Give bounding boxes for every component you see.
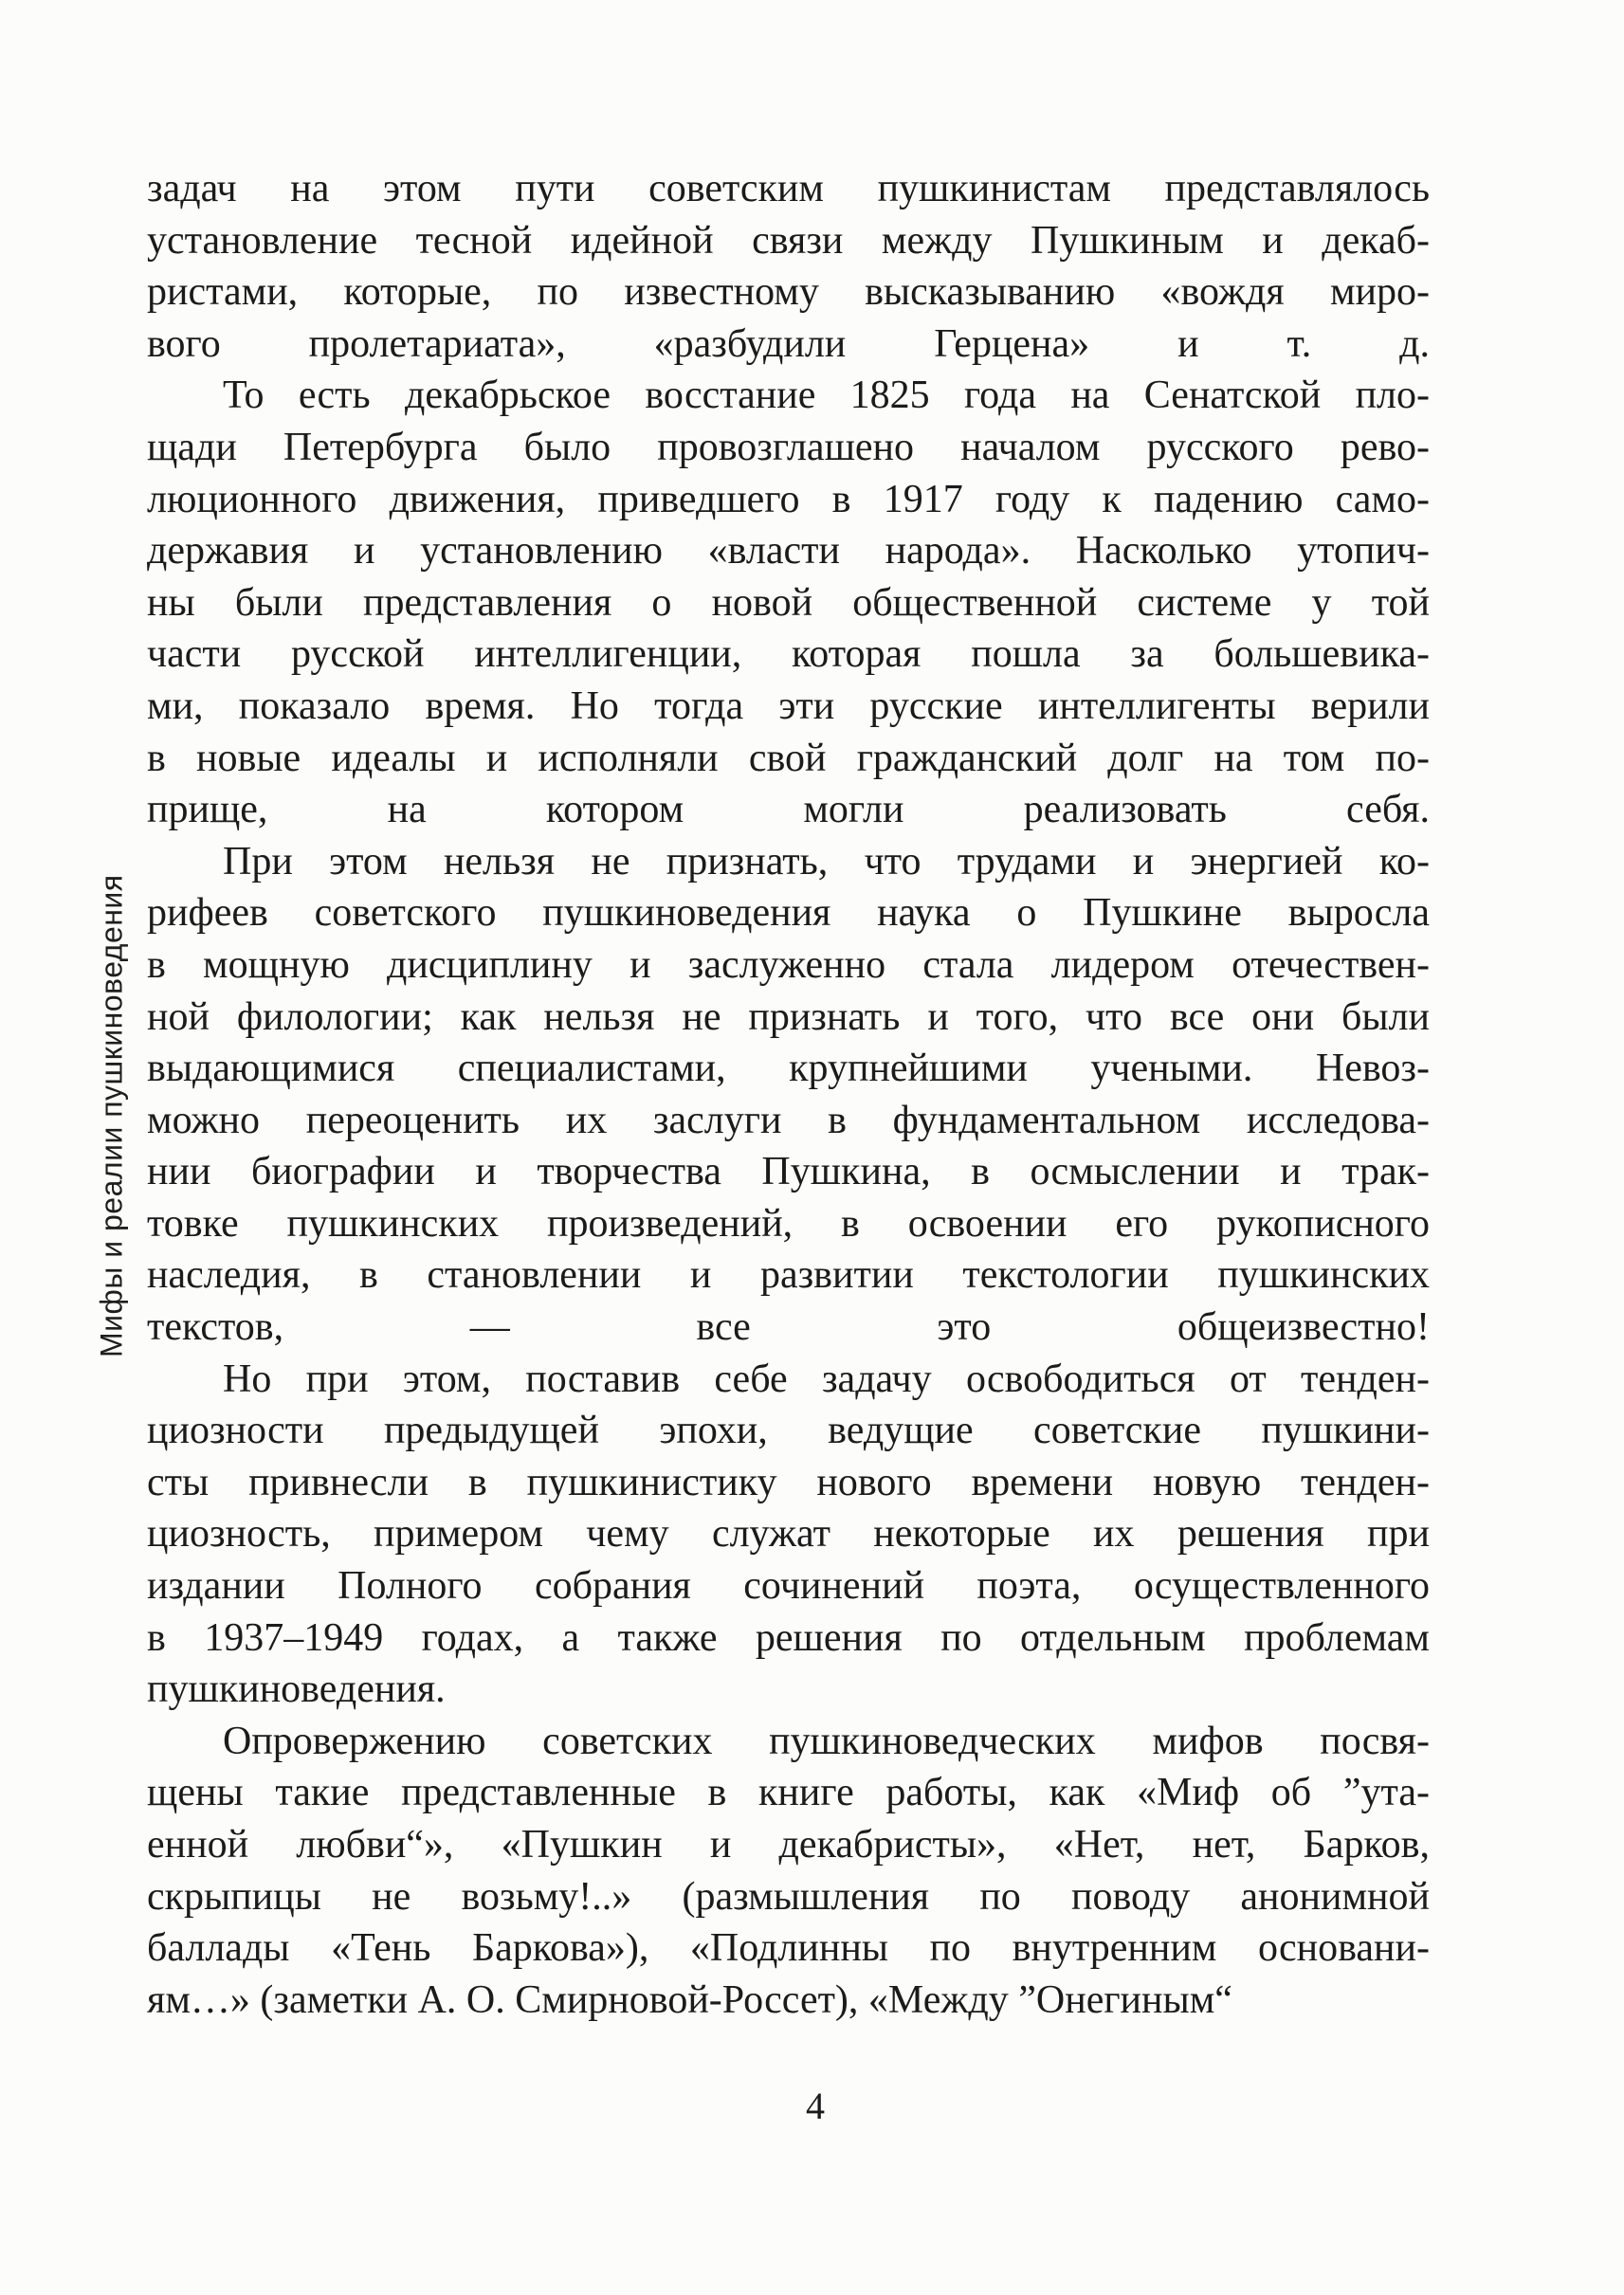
page-number: 4 <box>806 2085 825 2127</box>
text-line: енной любви“», «Пушкин и декабристы», «Нет, нет, Барков, <box>147 1823 1430 1867</box>
text-line: нии биографии и творчества Пушкина, в осмыслении и трак- <box>147 1150 1430 1194</box>
sidebar-vertical-title: Мифы и реалии пушкиноведения <box>94 874 129 1357</box>
text-line: в мощную дисциплину и заслуженно стала лидером отечествен- <box>147 942 1430 987</box>
paragraph <box>147 1354 1430 1716</box>
text-line: щади Петербурга было провозглашено началом русского рево- <box>147 425 1430 469</box>
text-line: в 1937–1949 годах, а также решения по отдельным проблемам <box>147 1615 1430 1660</box>
text-line: державия и установлению «власти народа». Насколько утопич- <box>147 529 1430 574</box>
text-line: ми, показало время. Но тогда эти русские интеллигенты верили <box>147 683 1430 728</box>
text-line: ной филологии; как нельзя не признать и того, что все они были <box>147 994 1430 1039</box>
text-line: прище, на котором могли реализовать себя. <box>147 788 1430 832</box>
text-line: щены такие представленные в книге работы, как «Миф об ”ута- <box>147 1771 1430 1815</box>
text-line: установление тесной идейной связи между Пушкиным и декаб- <box>147 218 1430 263</box>
paragraph <box>147 163 1430 370</box>
text-line: выдающимися специалистами, крупнейшими учеными. Невоз- <box>147 1047 1430 1091</box>
text-line: циозность, примером чему служат некоторые их решения при <box>147 1512 1430 1557</box>
text-line: ям…» (заметки А. О. Смирновой-Россет), «Между ”Онегиным“ <box>147 1977 1232 2022</box>
text-line: рифеев советского пушкиноведения наука о Пушкине выросла <box>147 891 1430 936</box>
text-line: люционного движения, приведшего в 1917 году к падению само- <box>147 477 1430 521</box>
text-line: Но при этом, поставив себе задачу освободиться от тенден- <box>223 1357 1430 1401</box>
text-line: ристами, которые, по известному высказыванию «вождя миро- <box>147 270 1430 315</box>
text-line: баллады «Тень Баркова»), «Подлинны по внутренним основани- <box>147 1926 1430 1971</box>
text-line: сты привнесли в пушкинистику нового времени новую тенден- <box>147 1460 1430 1504</box>
text-line: циозности предыдущей эпохи, ведущие советские пушкини- <box>147 1409 1430 1453</box>
text-line: При этом нельзя не признать, что трудами и энергией ко- <box>223 839 1430 883</box>
text-line: в новые идеалы и исполняли свой гражданский долг на том по- <box>147 736 1430 780</box>
text-line: наследия, в становлении и развитии текстологии пушкинских <box>147 1253 1430 1298</box>
text-line: части русской интеллигенции, которая пошла за большевика- <box>147 632 1430 677</box>
paragraph <box>147 836 1430 1354</box>
text-block <box>147 163 1430 2026</box>
text-line: текстов, — все это общеизвестно! <box>147 1305 1430 1350</box>
text-line: скрыпицы не возьму!..» (размышления по поводу анонимной <box>147 1874 1430 1919</box>
text-line: вого пролетариата», «разбудили Герцена» и т. д. <box>147 321 1430 366</box>
text-line: издании Полного собрания сочинений поэта, осуществленного <box>147 1564 1430 1609</box>
text-line: пушкиноведения. <box>147 1667 446 1712</box>
text-line: задач на этом пути советским пушкинистам представлялось <box>147 167 1430 210</box>
text-line: Опровержению советских пушкиноведческих мифов посвя- <box>223 1719 1430 1763</box>
text-line: ны были представления о новой общественной системе у той <box>147 580 1430 625</box>
text-line: можно переоценить их заслуги в фундаментальном исследова- <box>147 1098 1430 1142</box>
text-line: товке пушкинских произведений, в освоении его рукописного <box>147 1201 1430 1246</box>
paragraph <box>147 1716 1430 2027</box>
paragraph <box>147 370 1430 835</box>
text-line: То есть декабрьское восстание 1825 года на Сенатской пло- <box>223 373 1430 418</box>
